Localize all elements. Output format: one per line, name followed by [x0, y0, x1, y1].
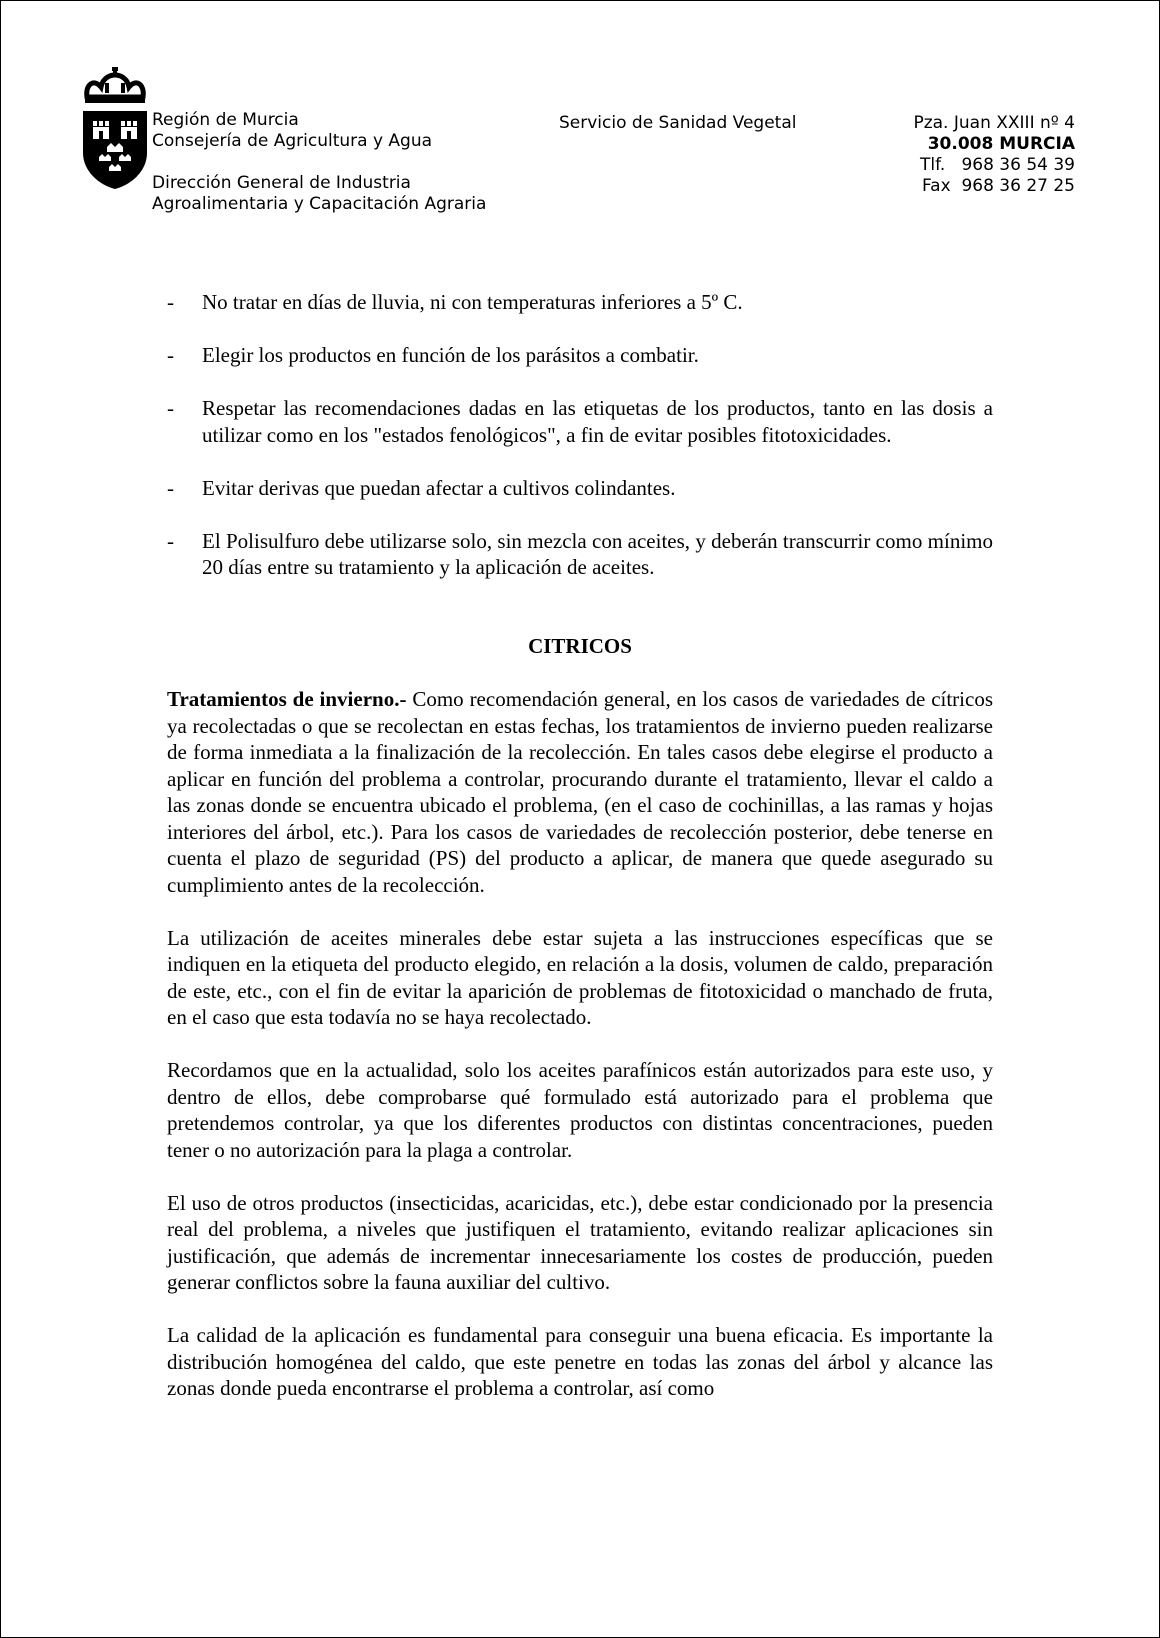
bullet-dash: -: [167, 528, 174, 553]
bullet-dash: -: [167, 396, 174, 420]
address-street: Pza. Juan XXIII nº 4: [913, 113, 1075, 133]
list-item: - No tratar en días de lluvia, ni con temperaturas inferiores a 5º C.: [167, 290, 743, 314]
paragraph-application-quality: La calidad de la aplicación es fundamental para conseguir una buena eficacia. Es importante la distribución homogénea del caldo, que este penetre en todas las zonas del árbol y alcance las zonas donde pueda encontrarse el problema a controlar, así como: [167, 1323, 993, 1400]
region-murcia-coat-of-arms-icon: [83, 67, 147, 191]
list-item: - Evitar derivas que puedan afectar a cultivos colindantes.: [167, 475, 676, 500]
section-title: CITRICOS: [528, 633, 632, 658]
paragraph-other-products: El uso de otros productos (insecticidas, acaricidas, etc.), debe estar condicionado por la presencia real del problema, a niveles que justifiquen el tratamiento, evitando realizar aplicaciones sin justificación, que además de incrementar innecesariamente los costes de producción, pueden generar conflictos sobre la fauna auxiliar del cultivo.: [167, 1190, 993, 1294]
address-block: [913, 113, 1075, 197]
paragraph-mineral-oils: La utilización de aceites minerales debe estar sujeta a las instrucciones específicas que se indiquen en la etiqueta del producto elegido, en relación a la dosis, volumen de caldo, preparación de este, etc., con el fin de evitar la aparición de problemas de fitotoxicidad o manchado de fruta, en el caso que esta todavía no se haya recolectado.: [167, 925, 993, 1029]
paragraph-paraffinic-oils: Recordamos que en la actualidad, solo los aceites parafínicos están autorizados para este uso, y dentro de ellos, debe comprobarse qué formulado está autorizado para el problema que pretendemos controlar, ya que los diferentes productos con distintas concentraciones, pueden tener o no autorización para la plaga a controlar.: [167, 1058, 993, 1162]
address-city: 30.008 MURCIA: [927, 134, 1075, 154]
address-fax: Fax 968 36 27 25: [921, 176, 1075, 196]
bullet-dash: -: [167, 475, 174, 500]
directorate-line-1: Dirección General de Industria: [152, 173, 411, 193]
org-department: Consejería de Agricultura y Agua: [152, 131, 433, 151]
paragraph-lead: Tratamientos de invierno.-: [167, 687, 407, 711]
service-name: Servicio de Sanidad Vegetal: [559, 113, 797, 133]
paragraph-winter-treatments: Tratamientos de invierno.- Como recomendación general, en los casos de variedades de cítricos ya recolectadas o que se recolectan en estas fechas, los tratamientos de invierno pueden realizarse de forma inmediata a la finalización de la recolección. En tales casos debe elegirse el producto a aplicar en función del problema a controlar, procurando durante el tratamiento, llevar el caldo a las zonas donde se encuentra ubicado el problema, (en el caso de cochinillas, a las ramas y hojas interiores del árbol, etc.). Para los casos de variedades de recolección posterior, debe tenerse en cuenta el plazo de seguridad (PS) del producto a aplicar, de manera que quede asegurado su cumplimiento antes de la recolección.: [167, 687, 994, 897]
list-item: - El Polisulfuro debe utilizarse solo, sin mezcla con aceites, y deberán transcurrir como mínimo 20 días entre su tratamiento y la aplicación de aceites.: [167, 528, 993, 579]
bullet-dash: -: [167, 290, 174, 314]
document-body: [167, 289, 993, 1402]
organization-block: [152, 110, 486, 215]
address-phone: Tlf. 968 36 54 39: [919, 155, 1075, 175]
list-item: - Elegir los productos en función de los parásitos a combatir.: [167, 343, 699, 367]
bullet-dash: -: [167, 343, 174, 367]
recommendations-list: [167, 289, 993, 581]
org-region: Región de Murcia: [152, 110, 299, 130]
list-item: - Respetar las recomendaciones dadas en las etiquetas de los productos, tanto en las dosis a utilizar como en los "estados fenológicos", a fin de evitar posibles fitotoxicidades.: [167, 396, 993, 447]
directorate-line-2: Agroalimentaria y Capacitación Agraria: [152, 194, 487, 214]
